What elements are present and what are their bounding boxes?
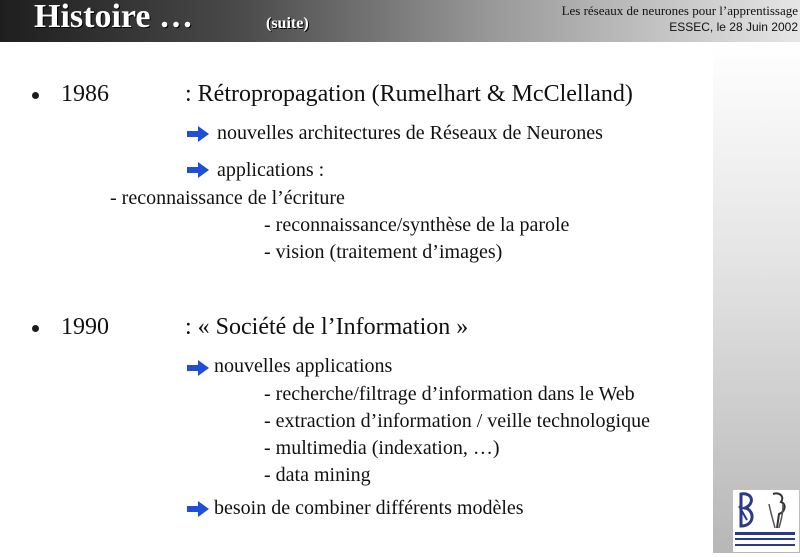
year-1986: 1986 [61,81,109,107]
right-arrow-icon [187,126,209,142]
section1-arrow2-text: applications : [217,159,325,181]
section1-arrow1-text: nouvelles architectures de Réseaux de Neurones [217,122,603,144]
institution-logo-icon [733,490,799,552]
conference-title: Les réseaux de neurones pour l’apprentissage [561,3,798,18]
section2-arrow1-text: nouvelles applications [214,355,393,377]
bullet-dot-icon [32,92,39,99]
bullet-dot-icon [32,325,39,332]
right-arrow-icon [187,162,209,178]
list-item: - multimedia (indexation, …) [264,437,500,459]
slide-header [0,0,800,42]
section1-heading: : Rétropropagation (Rumelhart & McClelland) [185,81,633,107]
side-gradient-panel [713,42,800,553]
conference-date: ESSEC, le 28 Juin 2002 [669,20,798,34]
slide-subtitle: (suite) [266,15,309,32]
list-item: - extraction d’information / veille technologique [264,410,650,432]
year-1990: 1990 [61,314,109,340]
list-item: - data mining [264,464,371,486]
list-item: - reconnaissance/synthèse de la parole [264,214,570,236]
list-item: - vision (traitement d’images) [264,241,503,263]
list-item: - recherche/filtrage d’information dans le Web [264,383,635,405]
section2-heading: : « Société de l’Information » [185,314,469,340]
section2-arrow2-text: besoin de combiner différents modèles [214,497,524,519]
right-arrow-icon [187,501,209,517]
list-item: - reconnaissance de l’écriture [110,187,345,209]
right-arrow-icon [187,360,209,376]
slide-title: Histoire … [34,0,193,35]
